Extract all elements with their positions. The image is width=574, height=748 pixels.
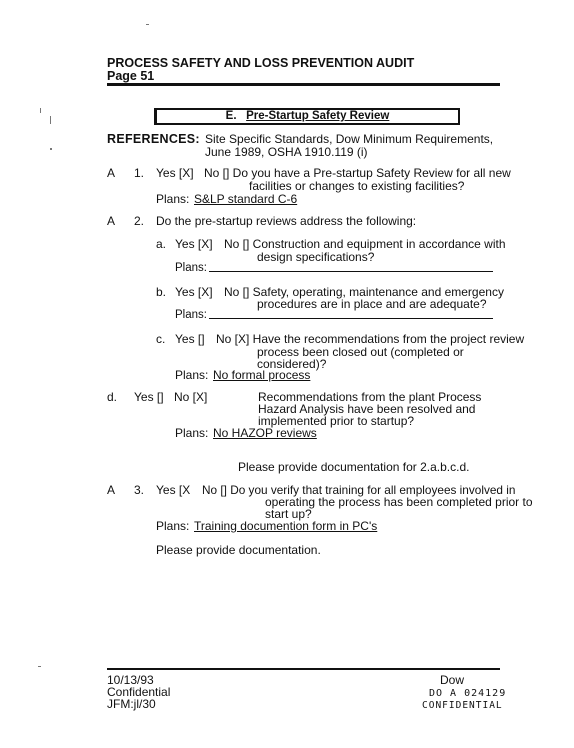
- footer-stamp-number: DO A 024129: [429, 688, 507, 699]
- header-rule: [107, 83, 500, 86]
- footer-confidential: Confidential: [107, 685, 171, 699]
- q2c-answer: Yes []: [175, 332, 205, 346]
- q2c-letter: c.: [156, 332, 166, 346]
- scan-speck: [146, 24, 149, 25]
- q1-grade: A: [107, 166, 116, 180]
- section-title: [157, 110, 458, 123]
- q2a-question-line2: design specifications?: [257, 250, 375, 264]
- q2d-question-line1: Recommendations from the plant Process: [258, 390, 482, 404]
- scan-speck: [40, 108, 41, 113]
- footer-rule: [107, 668, 500, 670]
- section-letter: E.: [225, 110, 237, 122]
- footer-date: 10/13/93: [107, 673, 154, 687]
- q2-number: 2.: [134, 214, 145, 228]
- q1-number: 1.: [134, 166, 145, 180]
- q3-plans-label: Plans:: [156, 519, 190, 533]
- references-line2: June 1989, OSHA 1910.119 (i): [205, 145, 368, 159]
- q1-plans-label: Plans:: [156, 192, 190, 206]
- q2a-plans-line: [209, 271, 493, 272]
- q2b-letter: b.: [156, 285, 167, 299]
- footer-stamp-confidential: CONFIDENTIAL: [422, 700, 503, 711]
- q2-grade: A: [107, 214, 116, 228]
- q2d-yes: Yes []: [134, 390, 164, 404]
- q2a-letter: a.: [156, 237, 167, 251]
- q1-question-line2: facilities or changes to existing facilities?: [249, 179, 465, 193]
- page-number: Page 51: [107, 69, 155, 83]
- footer-company: Dow: [440, 673, 465, 687]
- q1-plans-value: S&LP standard C-6: [194, 192, 298, 206]
- q3-documentation-request: Please provide documentation.: [156, 543, 321, 557]
- scan-speck: [50, 116, 51, 124]
- references-line1: Site Specific Standards, Dow Minimum Requirements,: [205, 132, 494, 146]
- scan-speck: [50, 148, 52, 150]
- q2-question: Do the pre-startup reviews address the following:: [156, 214, 417, 228]
- q2d-no: No [X]: [174, 390, 208, 404]
- scan-speck: [38, 666, 41, 667]
- q3-question-line3: start up?: [265, 507, 312, 521]
- q2a-plans-label: Plans:: [175, 262, 207, 274]
- q3-grade: A: [107, 483, 116, 497]
- references-label: REFERENCES:: [107, 132, 200, 146]
- q2d-question-line2: Hazard Analysis have been resolved and: [258, 402, 476, 416]
- q2b-plans-label: Plans:: [175, 309, 207, 321]
- q2b-plans-line: [209, 318, 493, 319]
- q3-number: 3.: [134, 483, 145, 497]
- q2c-plans-label: Plans:: [175, 368, 209, 382]
- q2d-question-line3: implemented prior to startup?: [258, 414, 415, 428]
- audit-title: PROCESS SAFETY AND LOSS PREVENTION AUDIT: [107, 56, 415, 70]
- q3-answer: Yes [X: [156, 483, 191, 497]
- q3-plans-value: Training documention form in PC's: [194, 519, 378, 533]
- q2d-plans-value: No HAZOP reviews: [213, 426, 317, 440]
- section-name: Pre-Startup Safety Review: [246, 110, 390, 122]
- q2c-plans-value: No formal process: [213, 368, 311, 382]
- q2a-answer: Yes [X]: [175, 237, 213, 251]
- q2d-plans-label: Plans:: [175, 426, 209, 440]
- q3-question-line1: No [] Do you verify that training for all employees involved in: [202, 483, 516, 497]
- q2b-question-line2: procedures are in place and are adequate?: [257, 297, 487, 311]
- q2-documentation-request: Please provide documentation for 2.a.b.c.d.: [238, 460, 470, 474]
- q2d-letter: d.: [107, 390, 118, 404]
- q2b-question-line1: No [] Safety, operating, maintenance and emergency: [224, 285, 504, 299]
- q2b-answer: Yes [X]: [175, 285, 213, 299]
- q2c-question-line3: considered)?: [257, 357, 327, 371]
- section-title-box: [154, 108, 460, 125]
- q3-question-line2: operating the process has been completed prior to: [265, 495, 533, 509]
- q2a-question-line1: No [] Construction and equipment in accordance with: [224, 237, 506, 251]
- footer-ref: JFM:jl/30: [107, 697, 156, 711]
- q1-answer: Yes [X]: [156, 166, 194, 180]
- q1-question-line1: No [] Do you have a Pre-startup Safety Review for all new: [204, 166, 511, 180]
- q2c-question-line1: No [X] Have the recommendations from the project review: [216, 332, 525, 346]
- q2c-question-line2: process been closed out (completed or: [257, 345, 464, 359]
